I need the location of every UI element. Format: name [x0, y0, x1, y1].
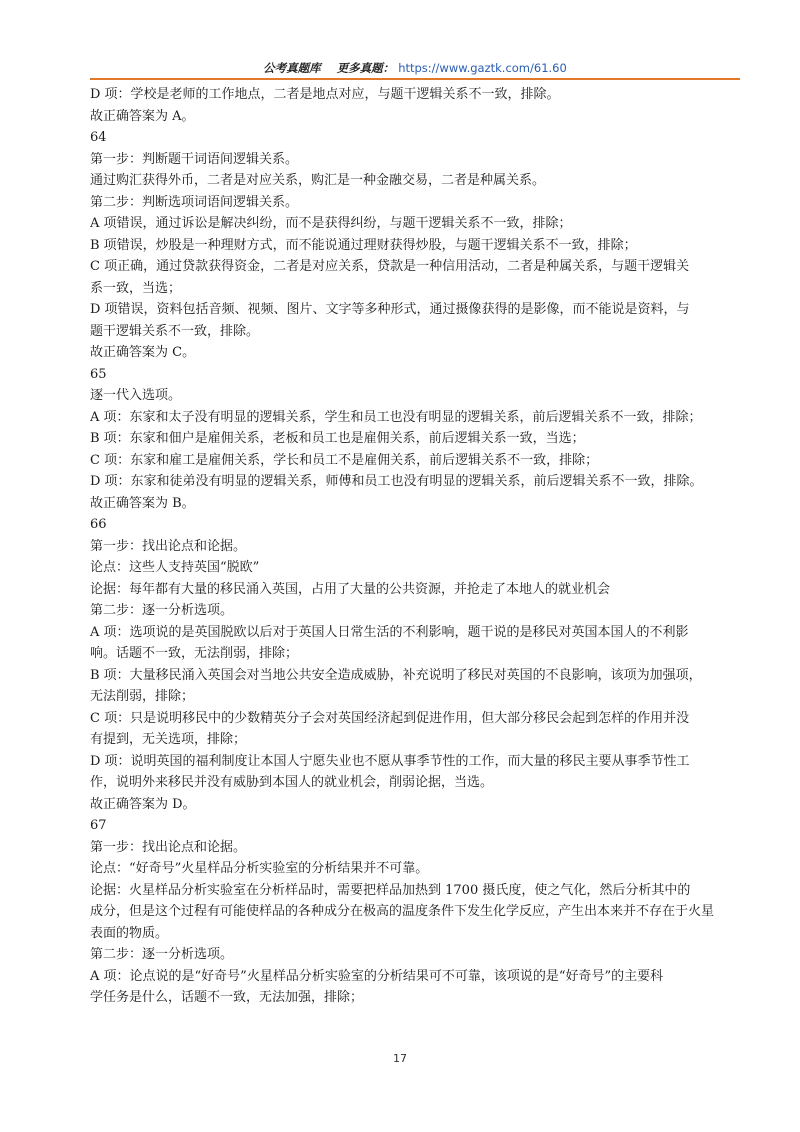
- text-line: 成分，但是这个过程有可能使样品的各种成分在极高的温度条件下发生化学反应，产生出本来并不存在于火星: [90, 904, 715, 919]
- text-line: 65: [90, 366, 107, 382]
- page-number: 17: [393, 1052, 407, 1065]
- text-line: 无法削弱，排除；: [90, 689, 195, 704]
- text-line: 第一步：判断题干词语间逻辑关系。: [90, 151, 299, 167]
- text-line: 作，说明外来移民并没有威胁到本国人的就业机会，削弱论据，当选。: [90, 775, 494, 790]
- text-line: 论点：“好奇号”火星样品分析实验室的分析结果并不可靠。: [90, 861, 429, 876]
- text-line: 系一致，当选；: [90, 280, 182, 296]
- text-line: 66: [90, 517, 107, 532]
- text-line: 故正确答案为 C。: [90, 345, 196, 360]
- text-line: C 项正确，通过贷款获得资金，二者是对应关系，贷款是一种信用活动，二者是种属关系，与题干逻辑关: [90, 259, 690, 274]
- text-line: 题干逻辑关系不一致，排除。: [90, 323, 260, 339]
- text-line: D 项：东家和徒弟没有明显的逻辑关系，师傅和员工也没有明显的逻辑关系，前后逻辑关系不一致，排除。: [90, 474, 703, 489]
- text-line: 第一步：找出论点和论据。: [90, 839, 247, 855]
- header-prefix: 更多真题：: [336, 61, 395, 75]
- text-line: C 项：东家和雇工是雇佣关系，学长和员工不是雇佣关系，前后逻辑关系不一致，排除；: [90, 452, 599, 468]
- text-line: 故正确答案为 D。: [90, 796, 196, 812]
- text-line: 表面的物质。: [90, 925, 169, 941]
- text-line: 第二步：逐一分析选项。: [90, 603, 234, 618]
- text-line: 故正确答案为 A。: [90, 108, 195, 124]
- page-header: [90, 60, 740, 76]
- text-line: A 项错误，通过诉讼是解决纠纷，而不是获得纠纷，与题干逻辑关系不一致，排除；: [90, 216, 572, 231]
- text-line: C 项：只是说明移民中的少数精英分子会对英国经济起到促进作用，但大部分移民会起到怎样的作用并没: [90, 710, 690, 726]
- header-divider: [90, 78, 740, 80]
- text-line: 故正确答案为 B。: [90, 495, 195, 511]
- text-line: 通过购汇获得外币，二者是对应关系，购汇是一种金融交易，二者是种属关系。: [90, 173, 546, 188]
- text-line: A 项：选项说的是英国脱欧以后对于英国人日常生活的不利影响，题干说的是移民对英国本国人的不利影: [90, 624, 689, 640]
- text-line: B 项错误，炒股是一种理财方式，而不能说通过理财获得炒股，与题干逻辑关系不一致，排除；: [90, 237, 637, 253]
- header-url-link[interactable]: https://www.gaztk.com/61.60: [398, 61, 567, 75]
- text-line: D 项：说明英国的福利制度让本国人宁愿失业也不愿从事季节性的工作，而大量的移民主要从事季节性工: [90, 753, 690, 769]
- text-line: 论据：火星样品分析实验室在分析样品时，需要把样品加热到 1700 摄氏度，使之气化，然后分析其中的: [90, 882, 691, 898]
- text-line: A 项：论点说的是“好奇号”火星样品分析实验室的分析结果可不可靠，该项说的是“好奇号”的主要科: [90, 968, 664, 984]
- text-line: 论据：每年都有大量的移民涌入英国，占用了大量的公共资源，并抢走了本地人的就业机会: [90, 581, 611, 597]
- text-line: B 项：大量移民涌入英国会对当地公共安全造成威胁，补充说明了移民对英国的不良影响，该项为加强项，: [90, 667, 702, 683]
- text-line: 学任务是什么，话题不一致，无法加强，排除；: [90, 990, 364, 1005]
- text-line: 论点：这些人支持英国“脱欧”: [90, 560, 260, 575]
- text-line: 64: [90, 130, 107, 145]
- text-line: 第一步：找出论点和论据。: [90, 538, 247, 554]
- text-line: D 项错误，资料包括音频、视频、图片、文字等多种形式，通过摄像获得的是影像，而不能说是资料，与: [90, 302, 690, 317]
- text-line: D 项：学校是老师的工作地点，二者是地点对应，与题干逻辑关系不一致，排除。: [90, 87, 560, 102]
- text-line: 响。话题不一致，无法削弱，排除；: [90, 646, 299, 661]
- text-line: 67: [90, 818, 107, 833]
- document-body: [90, 84, 740, 1009]
- text-line: 逐一代入选项。: [90, 388, 182, 403]
- header-site-name: 公考真题库: [263, 61, 321, 75]
- text-line: 第二步：判断选项词语间逻辑关系。: [90, 194, 299, 210]
- text-line: 有提到，无关选项，排除；: [90, 732, 247, 747]
- text-line: B 项：东家和佃户是雇佣关系，老板和员工也是雇佣关系，前后逻辑关系一致，当选；: [90, 431, 585, 446]
- text-line: 第二步：逐一分析选项。: [90, 947, 234, 962]
- text-line: A 项：东家和太子没有明显的逻辑关系，学生和员工也没有明显的逻辑关系，前后逻辑关系不一致，排除；: [90, 409, 702, 425]
